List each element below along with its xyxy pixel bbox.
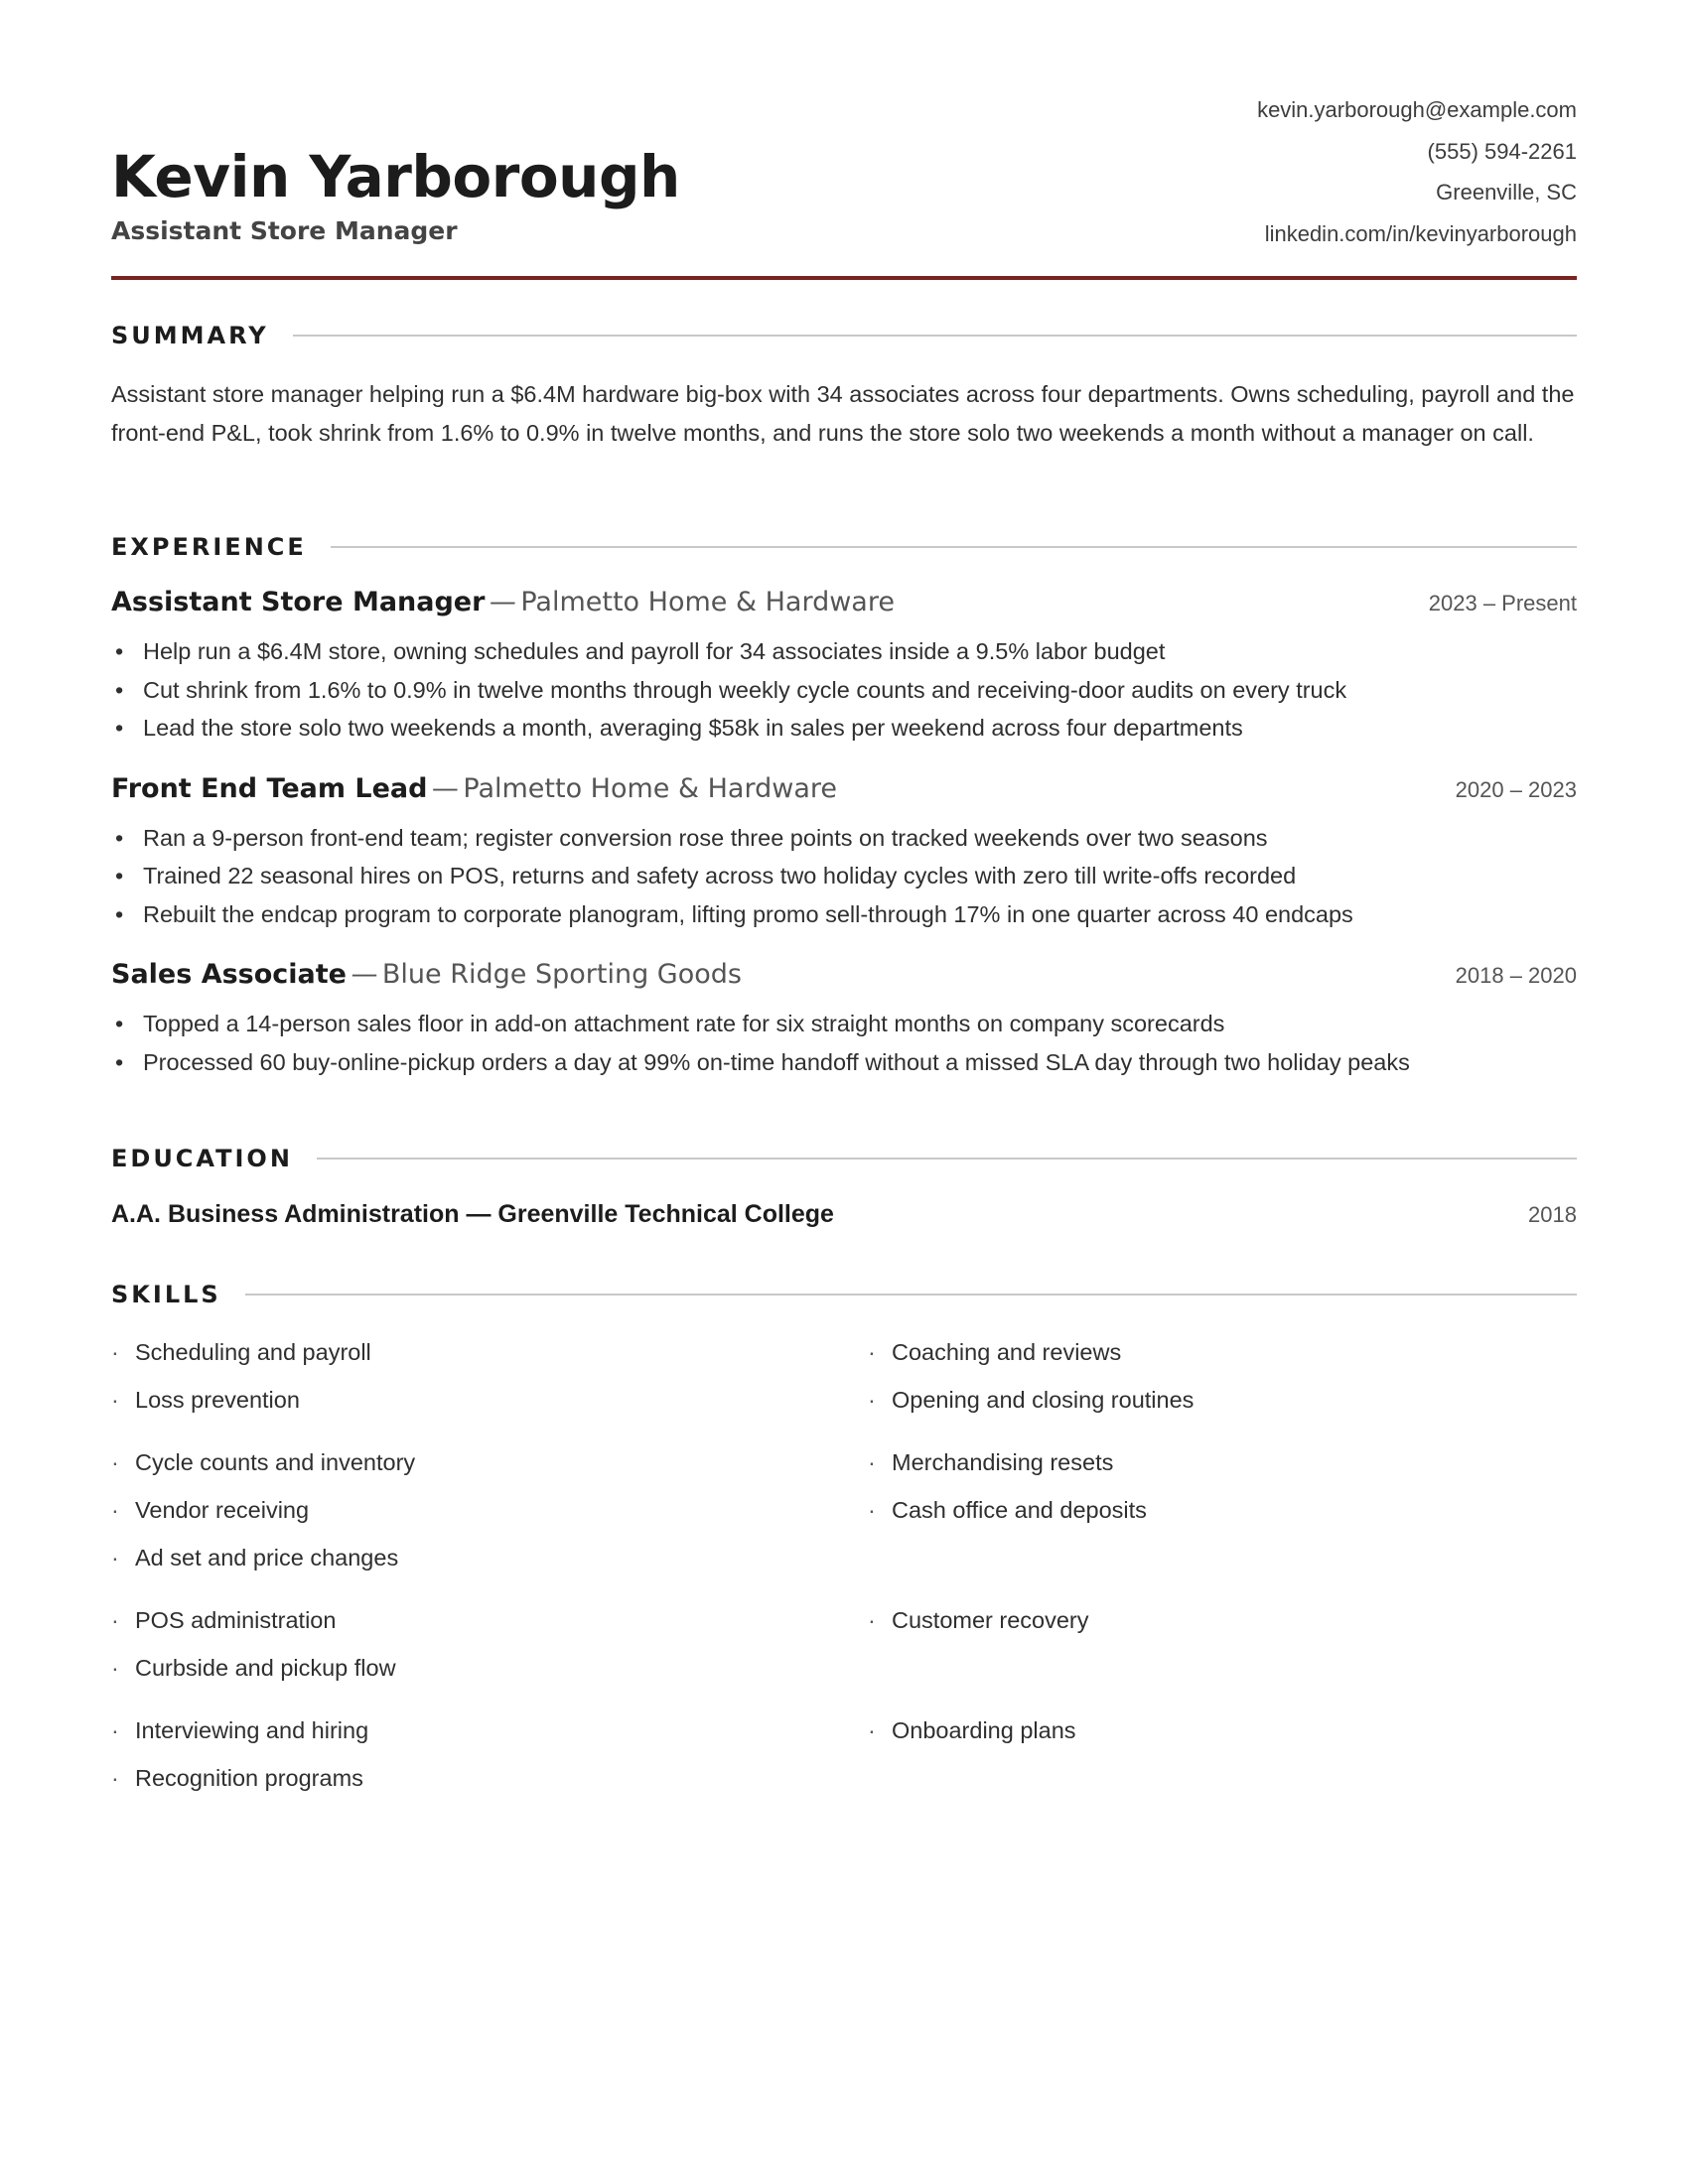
skill-item: · Cycle counts and inventory [111, 1438, 868, 1486]
skill-group [111, 1706, 1577, 1802]
candidate-role: Assistant Store Manager [111, 216, 458, 245]
skill-item: · Customer recovery [868, 1596, 1577, 1644]
skill-column-left [111, 1596, 868, 1692]
job-bullets [111, 819, 1577, 934]
summary-section [111, 316, 1577, 453]
job-entry [111, 959, 1577, 1081]
skill-item: · POS administration [111, 1596, 868, 1644]
education-entry [111, 1200, 1577, 1229]
skill-group [111, 1596, 1577, 1692]
summary-text: Assistant store manager helping run a $6.4M hardware big-box with 34 associates across four departments. Owns scheduling, payroll and the front-end P&L, took shrink from 1.6% to 0.9% in twelve months, and runs the store solo two weekends a month without a manager on call. [111, 381, 1575, 446]
skill-groups [111, 1328, 1577, 1802]
section-divider [245, 1294, 1577, 1296]
skill-column-left [111, 1438, 868, 1581]
job-dates: 2020 – 2023 [1455, 776, 1577, 802]
contact-email[interactable]: kevin.yarborough@example.com [1257, 97, 1577, 122]
skill-column-left [111, 1706, 868, 1802]
job-header [111, 587, 1577, 626]
section-heading [111, 1275, 1577, 1314]
skills-heading: SKILLS [111, 1281, 221, 1308]
skill-item: · Merchandising resets [868, 1438, 1577, 1486]
job-bullet: • Topped a 14-person sales floor in add-on attachment rate for six straight months on company scorecards [111, 1005, 1577, 1043]
education-year: 2018 [1528, 1202, 1577, 1227]
job-separator: — [489, 587, 516, 617]
section-divider [331, 546, 1577, 548]
skill-item: · Coaching and reviews [868, 1328, 1577, 1376]
skill-item: · Ad set and price changes [111, 1534, 868, 1581]
job-title: Sales Associate [111, 959, 347, 990]
contact-block [1257, 89, 1577, 254]
candidate-name: Kevin Yarborough [111, 143, 680, 210]
job-title: Front End Team Lead [111, 772, 428, 804]
job-separator: — [431, 772, 459, 804]
skill-group [111, 1438, 1577, 1581]
contact-location: Greenville, SC [1436, 180, 1577, 205]
skill-item: · Onboarding plans [868, 1706, 1577, 1754]
skill-column-right [868, 1596, 1577, 1692]
job-header [111, 773, 1577, 813]
job-bullet: • Cut shrink from 1.6% to 0.9% in twelve months through weekly cycle counts and receiving-door audits on every truck [111, 671, 1577, 710]
section-heading [111, 316, 1577, 355]
skill-column-left [111, 1328, 868, 1424]
skill-item: · Opening and closing routines [868, 1376, 1577, 1424]
education-degree: A.A. Business Administration — Greenville Technical College [111, 1200, 834, 1228]
experience-heading: EXPERIENCE [111, 533, 307, 561]
header-divider [111, 276, 1577, 280]
skill-column-right [868, 1438, 1577, 1581]
skills-section [111, 1275, 1577, 1817]
job-entry [111, 587, 1577, 748]
skill-item: · Cash office and deposits [868, 1486, 1577, 1534]
education-section [111, 1139, 1577, 1229]
resume-header [111, 0, 1577, 280]
skill-item: · Scheduling and payroll [111, 1328, 868, 1376]
job-company: Palmetto Home & Hardware [520, 587, 895, 617]
section-divider [293, 335, 1577, 337]
skill-item: · Vendor receiving [111, 1486, 868, 1534]
experience-section [111, 527, 1577, 1081]
job-entry [111, 773, 1577, 934]
job-bullets [111, 1005, 1577, 1081]
job-title: Assistant Store Manager [111, 587, 486, 617]
section-divider [317, 1158, 1577, 1160]
job-company: Palmetto Home & Hardware [463, 772, 837, 804]
job-bullet: • Trained 22 seasonal hires on POS, returns and safety across two holiday cycles with zero till write-offs recorded [111, 857, 1577, 895]
job-company: Blue Ridge Sporting Goods [381, 959, 742, 990]
job-heading [111, 959, 742, 990]
skill-item: · Recognition programs [111, 1754, 868, 1802]
skill-item: · Interviewing and hiring [111, 1706, 868, 1754]
job-bullet: • Rebuilt the endcap program to corporate planogram, lifting promo sell-through 17% in one quarter across 40 endcaps [111, 895, 1577, 934]
skill-group [111, 1328, 1577, 1424]
job-dates: 2018 – 2020 [1455, 963, 1577, 988]
skill-item: · Loss prevention [111, 1376, 868, 1424]
job-heading [111, 773, 837, 804]
job-bullet: • Ran a 9-person front-end team; register conversion rose three points on tracked weekends over two seasons [111, 819, 1577, 858]
job-header [111, 959, 1577, 999]
resume-page [111, 0, 1577, 1791]
job-bullets [111, 632, 1577, 748]
section-heading [111, 1139, 1577, 1178]
skill-column-right [868, 1328, 1577, 1424]
summary-heading: SUMMARY [111, 322, 269, 349]
contact-linkedin[interactable]: linkedin.com/in/kevinyarborough [1264, 220, 1577, 246]
job-bullet: • Help run a $6.4M store, owning schedules and payroll for 34 associates inside a 9.5% labor budget [111, 632, 1577, 671]
job-bullet: • Processed 60 buy-online-pickup orders a day at 99% on-time handoff without a missed SLA day through two holiday peaks [111, 1043, 1577, 1082]
section-heading [111, 527, 1577, 567]
job-heading [111, 587, 895, 617]
education-heading: EDUCATION [111, 1145, 293, 1172]
skill-column-right [868, 1706, 1577, 1802]
job-bullet: • Lead the store solo two weekends a month, averaging $58k in sales per weekend across four departments [111, 709, 1577, 748]
contact-phone[interactable]: (555) 594-2261 [1427, 138, 1577, 164]
job-separator: — [351, 959, 378, 990]
job-dates: 2023 – Present [1428, 591, 1577, 615]
skill-item: · Curbside and pickup flow [111, 1644, 868, 1692]
